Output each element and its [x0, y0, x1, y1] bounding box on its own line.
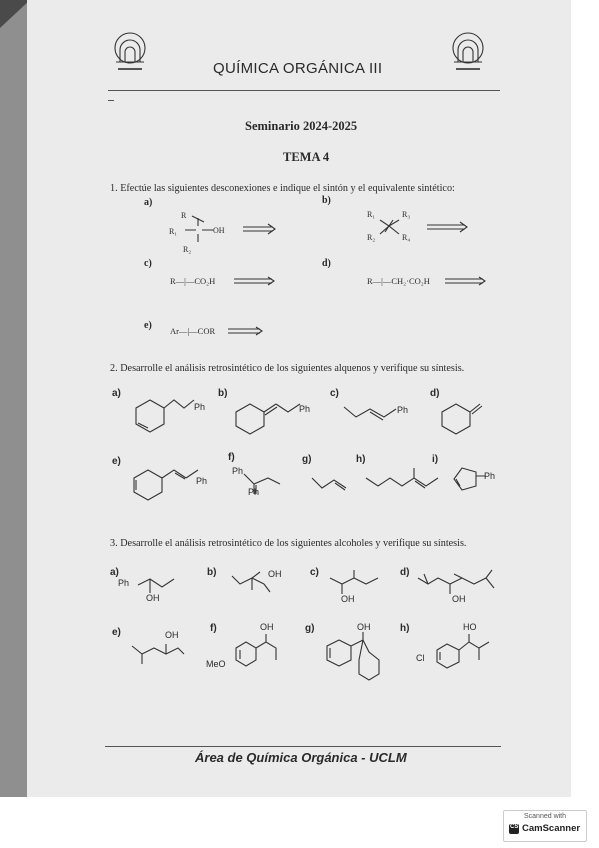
structure-3f [226, 630, 286, 670]
label-2b: b) [218, 388, 228, 399]
structure-2a [120, 390, 210, 435]
structure-3h [425, 630, 505, 670]
question-1: 1. Efectúe las siguientes desconexiones e indique el sintón y el equivalente sintético: [110, 183, 455, 194]
scanned-with-label: Scanned with [523, 813, 567, 820]
label-2f: f) [228, 452, 235, 463]
oh-3e: OH [165, 630, 179, 640]
label-3c: c) [310, 567, 319, 578]
label-3f: f) [210, 623, 217, 634]
ho-3h: HO [463, 622, 477, 632]
1c-arrow [232, 276, 282, 286]
oh-3c: OH [341, 594, 355, 604]
label-2g: g) [302, 454, 312, 465]
label-2a: a) [112, 388, 121, 399]
oh-3f: OH [260, 622, 274, 632]
label-3e: e) [112, 627, 121, 638]
structure-2h [362, 462, 452, 497]
label-3a: a) [110, 567, 119, 578]
label-3g: g) [305, 623, 315, 634]
seminar-heading: Seminario 2024-2025 [245, 119, 358, 133]
1a-bonds [170, 210, 280, 250]
1b-r1: R₁ [367, 210, 376, 219]
label-3h: h) [400, 623, 410, 634]
1b-r4: R₄ [402, 233, 411, 242]
1a-r: R [181, 211, 187, 220]
1e-formula: Ar—|—COR [170, 326, 216, 336]
label-2c: c) [330, 388, 339, 399]
university-logo-right [448, 30, 488, 78]
1a-oh: OH [213, 226, 225, 235]
footer-rule [105, 746, 501, 747]
1d-arrow [443, 276, 493, 286]
header-rule [108, 90, 500, 91]
tema-heading: TEMA 4 [283, 150, 330, 164]
label-2d: d) [430, 388, 440, 399]
structure-2g [308, 468, 358, 498]
question-2: 2. Desarrolle el análisis retrosintético de los siguientes alquenos y verifique su síntesis. [110, 363, 465, 374]
label-2i: i) [432, 454, 439, 465]
structure-2d [440, 392, 490, 432]
document-title: QUÍMICA ORGÁNICA III [213, 60, 383, 77]
camscanner-badge [503, 810, 587, 842]
label-2e: e) [112, 456, 121, 467]
question-3: 3. Desarrolle el análisis retrosintético de los siguientes alcoholes y verifique su síntesis. [110, 538, 467, 549]
oh-3a: OH [146, 593, 160, 603]
structure-3c [326, 570, 386, 600]
ph-2c: Ph [397, 405, 409, 415]
ph-3a: Ph [118, 578, 130, 588]
label-1c: c) [144, 258, 152, 269]
oh-3b: OH [268, 569, 282, 579]
ph-2b: Ph [299, 404, 311, 414]
structure-2b [230, 392, 310, 437]
ph-2i: Ph [484, 471, 496, 481]
label-1b: b) [322, 195, 331, 206]
1e-arrow [226, 326, 276, 336]
meo-3f: MeO [206, 659, 226, 669]
ph-2e: Ph [196, 476, 208, 486]
1b-bonds [375, 212, 485, 242]
1c-formula: R—|—CO₂H [170, 276, 216, 286]
cl-3h: Cl [416, 653, 425, 663]
small-mark [108, 100, 114, 101]
label-1a: a) [144, 197, 153, 208]
1b-r2: R₂ [367, 233, 376, 242]
camscanner-name: CamScanner [522, 823, 581, 834]
ph-2f-2: Ph [248, 487, 260, 497]
footer-text: Área de Química Orgánica - UCLM [195, 750, 407, 765]
oh-3d: OH [452, 594, 466, 604]
ph-2f-1: Ph [232, 466, 244, 476]
1d-formula: R—|—CH₂·CO₂H [367, 276, 430, 286]
structure-3d [414, 568, 504, 596]
1a-r1: R₁ [169, 227, 178, 236]
label-3d: d) [400, 567, 410, 578]
1a-r2: R₂ [183, 245, 192, 254]
university-logo-left [110, 30, 150, 78]
ph-2a: Ph [194, 402, 206, 412]
camscanner-logo-icon: CS [509, 824, 519, 834]
structure-3g [325, 630, 385, 688]
label-1d: d) [322, 258, 331, 269]
structure-3e [128, 636, 188, 668]
folded-corner [0, 0, 30, 28]
label-2h: h) [356, 454, 366, 465]
oh-3g: OH [357, 622, 371, 632]
1b-r3: R₃ [402, 210, 411, 219]
label-3b: b) [207, 567, 217, 578]
label-1e: e) [144, 320, 152, 331]
